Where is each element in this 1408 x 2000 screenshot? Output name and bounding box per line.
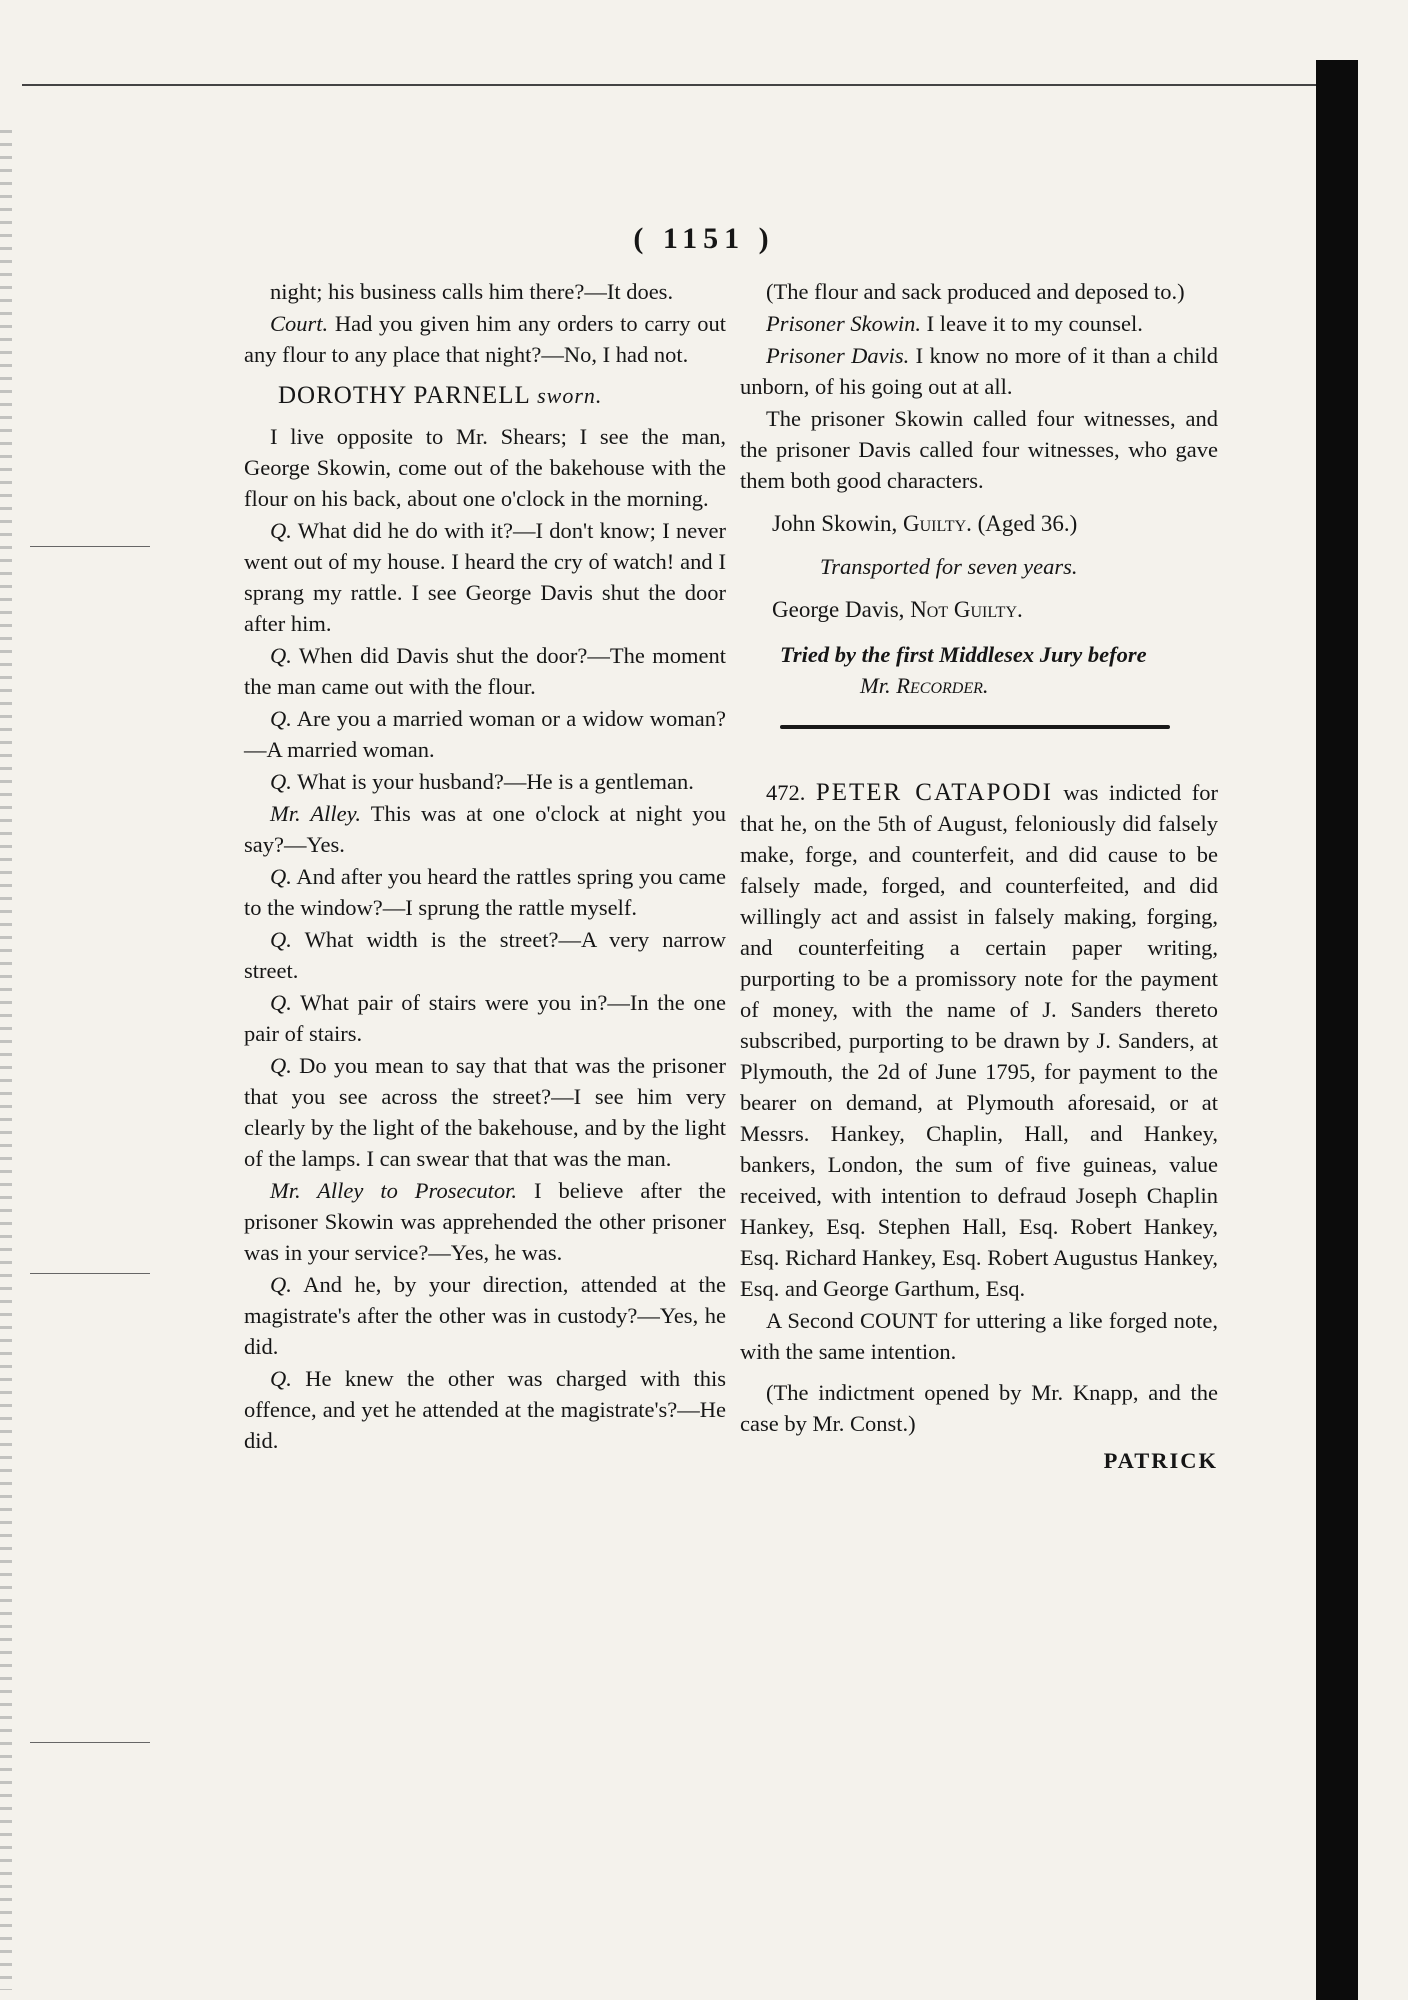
testimony-paragraph — [244, 798, 726, 860]
scan-top-rule — [22, 84, 1332, 86]
second-count: A Second COUNT for uttering a like forged note, with the same intention. — [740, 1308, 1218, 1364]
paragraph-text: What width is the street?—A very narrow street. — [244, 927, 726, 983]
paragraph-text: I live opposite to Mr. Shears; I see the man, George Skowin, come out of the bakehouse with the flour on his back, about one o'clock in the morning. — [244, 424, 726, 511]
testimony-paragraph — [740, 403, 1218, 496]
page-number: ( 1151 ) — [633, 222, 775, 255]
margin-rule — [30, 546, 150, 547]
testimony-paragraph — [740, 308, 1218, 339]
testimony-paragraph — [740, 340, 1218, 402]
paragraph-text: The prisoner Skowin called four witnesses, and the prisoner Davis called four witnesses, who gave them both good characters. — [740, 406, 1218, 493]
paragraph-text: He knew the other was charged with this offence, and yet he attended at the magistrate's?—He did. — [244, 1366, 726, 1453]
recorder-name: Recorder. — [896, 673, 989, 698]
paragraph-text: I leave it to my counsel. — [921, 311, 1143, 336]
paragraph-text: What pair of stairs were you in?—In the one pair of stairs. — [244, 990, 726, 1046]
right-column — [740, 276, 1218, 1477]
paragraph-text: What did he do with it?—I don't know; I never went out of my house. I heard the cry of watch! and I sprang my rattle. I see George Davis shut the door after him. — [244, 518, 726, 636]
speaker-label: Q. — [270, 1366, 292, 1391]
paragraph-text: And after you heard the rattles spring you came to the window?—I sprung the rattle myself. — [244, 864, 726, 920]
defendant-name: George Davis, — [772, 597, 905, 622]
speaker-label: Mr. Alley to Prosecutor. — [270, 1178, 518, 1203]
speaker-label: Court. — [270, 311, 329, 336]
defendant-name: John Skowin, — [772, 511, 898, 536]
testimony-paragraph — [244, 703, 726, 765]
left-column — [244, 276, 726, 1457]
paragraph-text: Had you given him any orders to carry out any flour to any place that night?—No, I had not. — [244, 311, 726, 367]
margin-rule — [30, 1742, 150, 1743]
right-opening-paragraphs — [740, 276, 1218, 496]
verdict-text: Guilty. — [903, 511, 972, 536]
testimony-paragraph — [244, 515, 726, 639]
witness-heading — [244, 380, 726, 411]
speaker-label: Mr. Alley. — [270, 801, 362, 826]
recorder — [740, 670, 1218, 701]
speaker-label: Q. — [270, 990, 292, 1015]
speaker-label: Q. — [270, 927, 292, 952]
testimony-paragraph — [244, 924, 726, 986]
verdict-skowin — [740, 508, 1218, 539]
paragraph-text: And he, by your direction, attended at the magistrate's after the other was in custody?—Yes, he did. — [244, 1272, 726, 1359]
defendant-heading: PETER CATAPODI — [815, 779, 1053, 806]
paragraph-text: When did Davis shut the door?—The moment the man came out with the flour. — [244, 643, 726, 699]
testimony-paragraph — [244, 308, 726, 370]
paragraph-text: What is your husband?—He is a gentleman. — [291, 769, 694, 794]
paragraph-text: I know no more of it than a child unborn, of his going out at all. — [740, 343, 1218, 399]
speaker-label: Q. — [270, 1272, 292, 1297]
scan-dark-edge — [1316, 60, 1358, 2000]
paragraph-text: (The flour and sack produced and deposed to.) — [766, 279, 1185, 304]
recorder-prefix: Mr. — [860, 673, 897, 698]
speaker-label: Q. — [270, 643, 292, 668]
testimony-paragraph — [244, 1175, 726, 1268]
speaker-label: Prisoner Skowin. — [766, 311, 921, 336]
testimony-paragraph — [244, 861, 726, 923]
speaker-label: Q. — [270, 1053, 292, 1078]
tried-by: Tried by the first Middlesex Jury before — [780, 642, 1147, 667]
paragraph-text: I believe after the prisoner Skowin was apprehended the other prisoner was in your service?—Yes, he was. — [244, 1178, 726, 1265]
sworn-label: sworn. — [537, 383, 603, 408]
margin-rule — [30, 1273, 150, 1274]
testimony-paragraph — [244, 766, 726, 797]
speaker-label: Q. — [270, 769, 292, 794]
verdict-text: Not Guilty. — [910, 597, 1023, 622]
speaker-label: Prisoner Davis. — [766, 343, 910, 368]
speaker-label: Q. — [270, 864, 292, 889]
testimony-paragraph — [244, 987, 726, 1049]
testimony-paragraph — [244, 1050, 726, 1174]
indictment-opened-by: (The indictment opened by Mr. Knapp, and the case by Mr. Const.) — [740, 1380, 1218, 1436]
testimony-paragraph — [244, 421, 726, 514]
witness-name: DOROTHY PARNELL — [278, 382, 530, 409]
paragraph-text: Are you a married woman or a widow woman?—A married woman. — [244, 706, 726, 762]
section-divider — [780, 725, 1170, 729]
speaker-label: Q. — [270, 518, 292, 543]
verdict-davis — [740, 594, 1218, 625]
testimony-paragraph — [244, 1363, 726, 1456]
testimony-paragraph — [244, 1269, 726, 1362]
indictment-text: was indicted for that he, on the 5th of August, feloniously did falsely make, forge, and counterfeit, and did cause to be falsely made, forged, and counterfeited, and did willingly act and assist in falsely making, forging, and counterfeiting a certain paper writing, purporting to be a promissory note for the payment of money, with the name of J. Sanders thereto subscribed, purporting to be drawn by J. Sanders, at Plymouth, the 2d of June 1795, for payment to the bearer on demand, at Plymouth aforesaid, or at Messrs. Hankey, Chaplin, Hall, and Hankey, bankers, London, the sum of five guineas, value received, with intention to defraud Joseph Chaplin Hankey, Esq. Stephen Hall, Esq. Robert Hankey, Esq. Richard Hankey, Esq. Robert Augustus Hankey, Esq. and George Garthum, Esq. — [740, 780, 1218, 1301]
scan-margin-marks — [0, 130, 12, 1990]
sentence: Transported for seven years. — [820, 554, 1078, 579]
paragraph-text: This was at one o'clock at night you say?—Yes. — [244, 801, 726, 857]
defendant-age: (Aged 36.) — [977, 511, 1078, 536]
testimony-paragraph — [740, 276, 1218, 307]
case-number: 472. — [766, 780, 806, 805]
speaker-label: Q. — [270, 706, 292, 731]
paragraph-text: Do you mean to say that that was the prisoner that you see across the street?—I see him very clearly by the light of the bakehouse, and by the light of the lamps. I can swear that that was the man. — [244, 1053, 726, 1171]
testimony-paragraph — [244, 640, 726, 702]
case-indictment — [740, 777, 1218, 1304]
catchword: PATRICK — [1103, 1448, 1218, 1473]
testimony-paragraph — [244, 276, 726, 307]
paragraph-text: night; his business calls him there?—It does. — [270, 279, 674, 304]
